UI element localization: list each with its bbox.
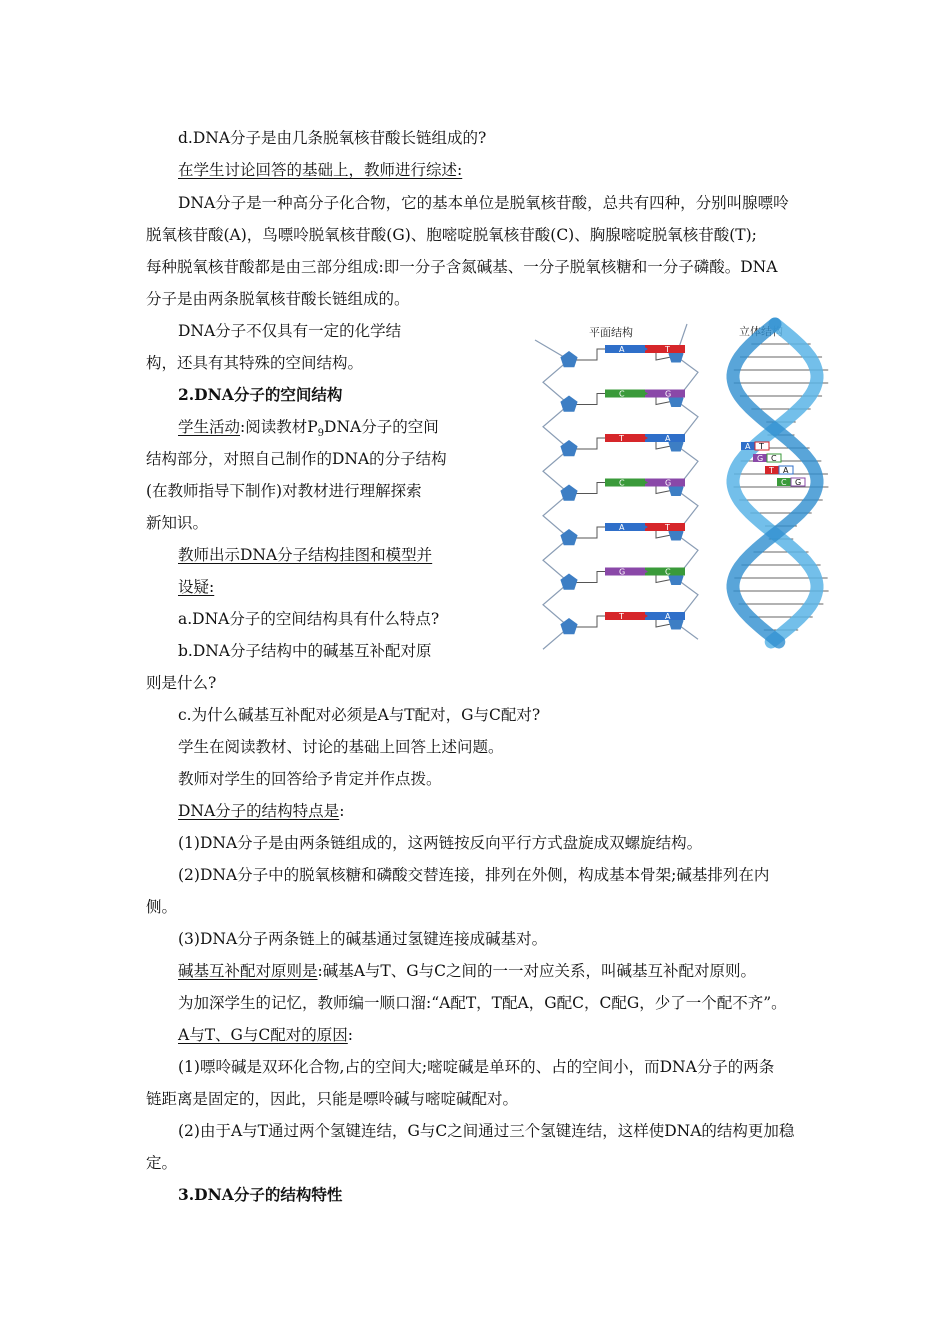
activity-text-2: DNA分子的空间 <box>324 418 439 436</box>
reason-1-cont: 链距离是固定的，因此，只能是嘌呤碱与嘧啶碱配对。 <box>146 1090 519 1108</box>
dna-structure-figure <box>527 314 832 656</box>
section-heading-3: 3.DNA分子的结构特性 <box>178 1185 343 1204</box>
feature-2: (2)DNA分子中的脱氧核糖和磷酸交替连接，排列在外侧，构成基本骨架;碱基排列在内 <box>178 866 770 884</box>
paragraph-line: 结构部分，对照自己制作的DNA的分子结构 <box>146 450 447 468</box>
base-C <box>605 390 645 398</box>
reason-2-cont: 定。 <box>146 1154 178 1172</box>
paragraph-line: 学生在阅读教材、讨论的基础上回答上述问题。 <box>178 738 504 756</box>
paragraph-line: 分子是由两条脱氧核苷酸长链组成的。 <box>146 290 410 308</box>
question-a: a.DNA分子的空间结构具有什么特点? <box>178 610 440 628</box>
paragraph-line: DNA分子不仅具有一定的化学结 <box>178 322 402 340</box>
feature-3: (3)DNA分子两条链上的碱基通过氢键连接成碱基对。 <box>178 930 548 948</box>
features-title <box>178 801 344 821</box>
helix-structure <box>733 324 829 642</box>
sugar-left <box>560 529 577 545</box>
sugar-left <box>560 351 577 367</box>
feature-2-cont: 侧。 <box>146 898 178 916</box>
paragraph-line: 脱氧核苷酸(A)，鸟嘌呤脱氧核苷酸(G)、胞嘧啶脱氧核苷酸(C)、胸腺嘧啶脱氧核苷酸(T); <box>146 226 757 244</box>
base-label: T <box>665 523 670 532</box>
teacher-shows-line: 教师出示DNA分子结构挂图和模型并 <box>178 546 433 564</box>
mnemonic: 为加深学生的记忆，教师编一顺口溜:“A配T，T配A，G配C，C配G，少了一个配不齐”。 <box>178 994 787 1012</box>
base-label: G <box>665 478 672 488</box>
features-colon: : <box>339 802 345 820</box>
base-label: G <box>619 567 626 577</box>
base-label: C <box>665 567 671 577</box>
helix-base-label: T <box>759 442 764 451</box>
base-T <box>605 612 645 620</box>
helix-base-label: T <box>769 466 774 475</box>
base-label: C <box>619 478 625 488</box>
base-C <box>605 479 645 487</box>
paragraph-line: 每种脱氧核苷酸都是由三部分组成:即一分子含氮碱基、一分子脱氧核糖和一分子磷酸。DNA <box>146 258 778 276</box>
question-c: c.为什么碱基互补配对必须是A与T配对，G与C配对? <box>178 706 541 724</box>
sugar-left <box>560 396 577 412</box>
reason-1: (1)嘌呤碱是双环化合物,占的空间大;嘧啶碱是单环的、占的空间小，而DNA分子的两条 <box>178 1058 775 1076</box>
pairing-rule-text: :碱基A与T、G与C之间的一一对应关系，叫碱基互补配对原则。 <box>317 962 757 980</box>
helix-base-label: A <box>745 442 751 451</box>
helix-base-label: C <box>771 454 777 463</box>
reason-title <box>178 1025 353 1045</box>
base-A <box>605 523 645 531</box>
base-A <box>605 345 645 353</box>
features-label: DNA分子的结构特点是 <box>178 802 340 820</box>
sugar-left <box>560 440 577 456</box>
helix-structure-title: 立体结构 <box>739 325 783 338</box>
base-label: A <box>665 612 671 621</box>
base-label: T <box>619 434 624 443</box>
teacher-summary-intro: 在学生讨论回答的基础上，教师进行综述: <box>178 161 463 179</box>
student-activity-line <box>178 417 439 444</box>
base-label: C <box>619 389 625 399</box>
teacher-shows-line-2: 设疑: <box>178 578 215 596</box>
reason-2: (2)由于A与T通过两个氢键连结，G与C之间通过三个氢键连结，这样使DNA的结构更加稳 <box>178 1122 795 1140</box>
feature-1: (1)DNA分子是由两条链组成的，这两链按反向平行方式盘旋成双螺旋结构。 <box>178 834 703 852</box>
base-label: A <box>665 434 671 443</box>
paragraph-line: DNA分子是一种高分子化合物，它的基本单位是脱氧核苷酸，总共有四种，分别叫腺嘌呤 <box>178 194 789 212</box>
reason-colon: : <box>347 1026 354 1044</box>
helix-base-label: G <box>795 478 802 487</box>
planar-structure-title: 平面结构 <box>589 326 633 339</box>
helix-base-label: A <box>783 466 789 475</box>
base-label: G <box>665 389 672 399</box>
base-label: A <box>619 345 625 354</box>
reason-label: A与T、G与C配对的原因 <box>178 1026 348 1044</box>
sugar-left <box>560 485 577 501</box>
dna-diagram <box>527 314 832 656</box>
paragraph-line: 构，还具有其特殊的空间结构。 <box>146 354 364 372</box>
sugar-left <box>560 574 577 590</box>
base-label: A <box>619 523 625 532</box>
paragraph-line: 教师对学生的回答给予肯定并作点拨。 <box>178 770 442 788</box>
question-b-cont: 则是什么? <box>146 674 217 692</box>
base-label: T <box>619 612 624 621</box>
paragraph-line: (在教师指导下制作)对教材进行理解探索 <box>146 482 422 500</box>
planar-structure <box>535 324 698 649</box>
helix-base-label: G <box>757 454 764 463</box>
base-label: T <box>665 345 670 354</box>
sugar-left <box>560 618 577 634</box>
page-subscript: 9 <box>317 428 325 440</box>
helix-base-label: C <box>781 478 787 487</box>
activity-label: 学生活动 <box>178 418 241 436</box>
question-d: d.DNA分子是由几条脱氧核苷酸长链组成的? <box>178 129 487 147</box>
base-T <box>605 434 645 442</box>
activity-text: :阅读教材P <box>240 418 318 436</box>
section-heading-2: 2.DNA分子的空间结构 <box>178 385 343 404</box>
paragraph-line: 新知识。 <box>146 514 209 532</box>
pairing-rule <box>178 961 756 981</box>
pairing-rule-label: 碱基互补配对原则是 <box>178 962 318 980</box>
question-b: b.DNA分子结构中的碱基互补配对原 <box>178 642 432 660</box>
